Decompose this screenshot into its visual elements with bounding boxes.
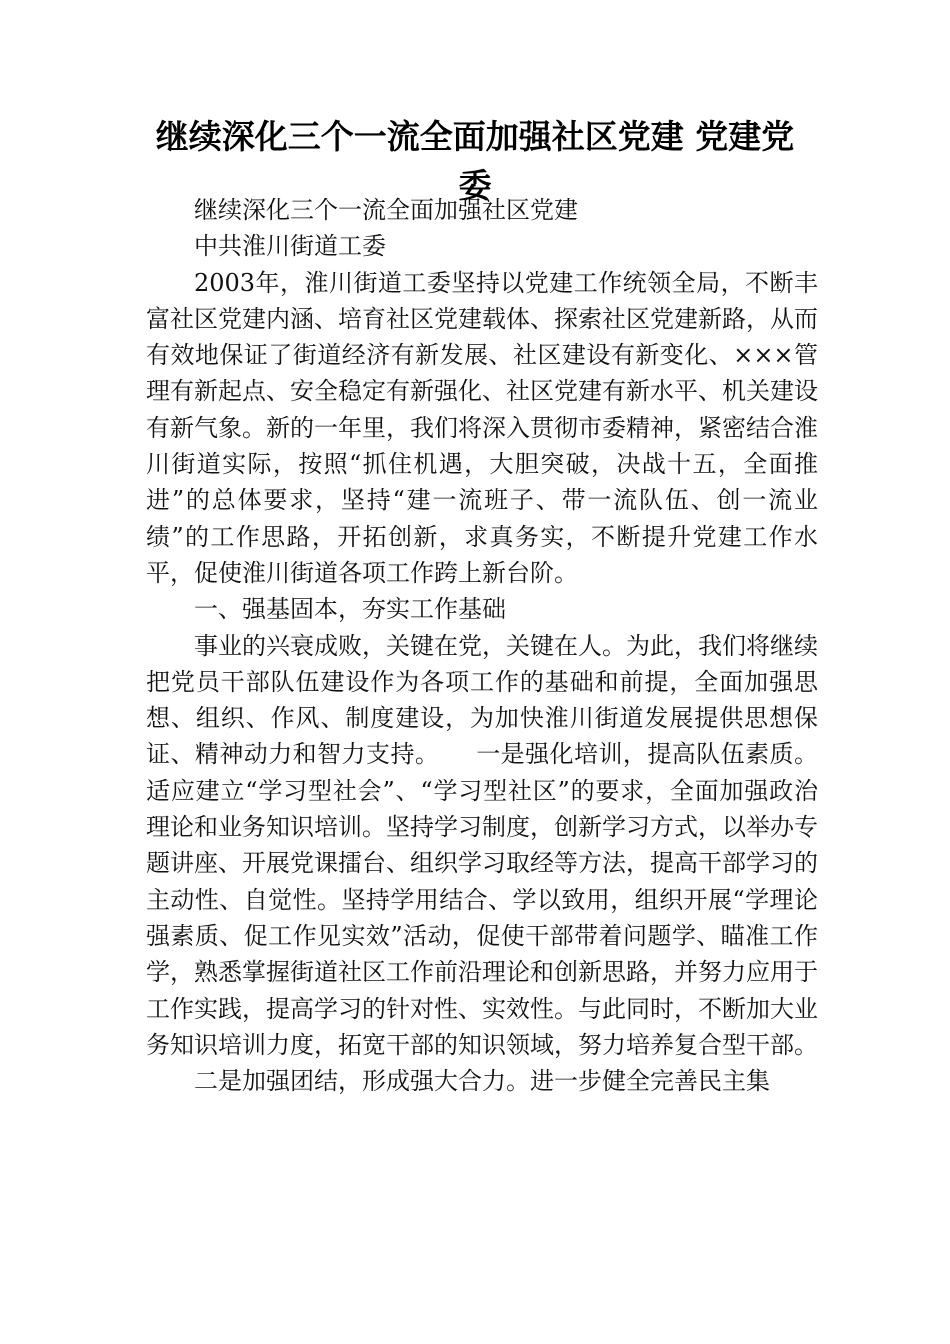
- subtitle-paragraph: 继续深化三个一流全面加强社区党建: [194, 196, 578, 224]
- body-paragraph: 2003年，淮川街道工委坚持以党建工作统领全局，不断丰富社区党建内涵、培育社区党建载体、探索社区党建新路，从而有效地保证了街道经济有新发展、社区建设有新变化、×××管理有新起点、安全稳定有新强化、社区党建有新水平、机关建设有新气象。新的一年里，我们将深入贯彻市委精神，紧密结合淮川街道实际，按照“抓住机遇，大胆突破，决战十五，全面推进”的总体要求，坚持“建一流班子、带一流队伍、创一流业绩”的工作思路，开拓创新，求真务实，不断提升党建工作水平，促使淮川街道各项工作跨上新台阶。: [146, 268, 818, 587]
- document-title: 继续深化三个一流全面加强社区党建 党建党委: [155, 117, 795, 205]
- document-body: [146, 192, 818, 1099]
- body-paragraph: 二是加强团结，形成强大合力。进一步健全完善民主集: [194, 1067, 770, 1096]
- author-paragraph: 中共淮川街道工委: [194, 232, 386, 261]
- section-heading: 一、强基固本，夯实工作基础: [194, 595, 506, 624]
- body-paragraph: 事业的兴衰成败，关键在党，关键在人。为此，我们将继续把党员干部队伍建设作为各项工作的基础和前提，全面加强思想、组织、作风、制度建设，为加快淮川街道发展提供思想保证、精神动力和智力支持。 一是强化培训，提高队伍素质。适应建立“学习型社会”、“学习型社区”的要求，全面加强政治理论和业务知识培训。坚持学习制度，创新学习方式，以举办专题讲座、开展党课擂台、组织学习取经等方法，提高干部学习的主动性、自觉性。坚持学用结合、学以致用，组织开展“学理论强素质、促工作见实效”活动，促使干部带着问题学、瞄准工作学，熟悉掌握街道社区工作前沿理论和创新思路，并努力应用于工作实践，提高学习的针对性、实效性。与此同时，不断加大业务知识培训力度，拓宽干部的知识领域，努力培养复合型干部。: [146, 631, 818, 1059]
